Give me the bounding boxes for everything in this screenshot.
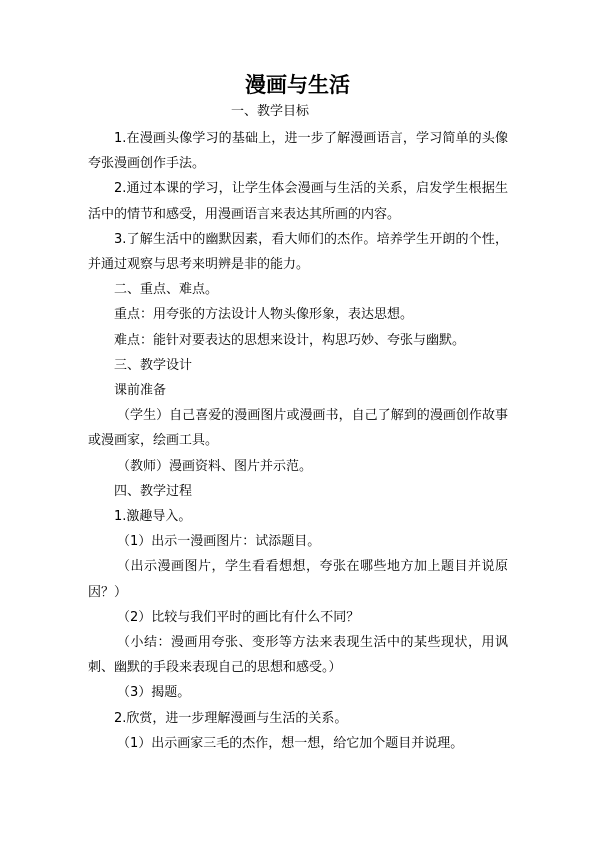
section-heading: 三、教学设计 [114, 357, 193, 373]
subheading: 课前准备 [114, 383, 167, 399]
section-heading-objectives: 一、教学目标 [230, 104, 309, 119]
paragraph: 重点：用夸张的方法设计人物头像形象，表达思想。 [114, 307, 414, 323]
paragraph: 1.激趣导入。 [114, 509, 192, 525]
page-title: 漫画与生活 [245, 72, 350, 97]
paragraph: 2.欣赏，进一步理解漫画与生活的关系。 [114, 710, 348, 726]
section-heading: 二、重点、难点。 [114, 282, 219, 298]
paragraph: 难点：能针对要表达的思想来设计，构思巧妙、夸张与幽默。 [114, 332, 466, 348]
paragraph: 2.通过本课的学习，让学生体会漫画与生活的关系，启发学生根据生活中的情节和感受，用漫画语言来表达其所画的内容。 [88, 181, 508, 222]
section-heading: 四、教学过程 [114, 483, 193, 499]
paragraph: （1）出示画家三毛的杰作，想一想，给它加个题目并说理。 [117, 735, 464, 751]
paragraph: （出示漫画图片，学生看看想想，夸张在哪些地方加上题目并说原因？） [88, 559, 508, 600]
paragraph: （小结：漫画用夸张、变形等方法来表现生活中的某些现状，用讽刺、幽默的手段来表现自己的思想和感受。） [88, 635, 508, 676]
paragraph: 3.了解生活中的幽默因素，看大师们的杰作。培养学生开朗的个性，并通过观察与思考来明辨是非的能力。 [88, 231, 508, 273]
paragraph: （教师）漫画资料、图片并示范。 [117, 458, 313, 474]
paragraph: 1.在漫画头像学习的基础上，进一步了解漫画语言，学习简单的头像夸张漫画创作手法。 [88, 131, 508, 172]
paragraph: （2）比较与我们平时的画比有什么不同？ [117, 609, 360, 625]
document-body [88, 126, 508, 756]
paragraph: （学生）自己喜爱的漫画图片或漫画书，自己了解到的漫画创作故事或漫画家，绘画工具。 [88, 408, 508, 449]
paragraph: （3）揭题。 [117, 685, 191, 701]
paragraph: （1）出示一漫画图片：试添题目。 [117, 534, 321, 550]
